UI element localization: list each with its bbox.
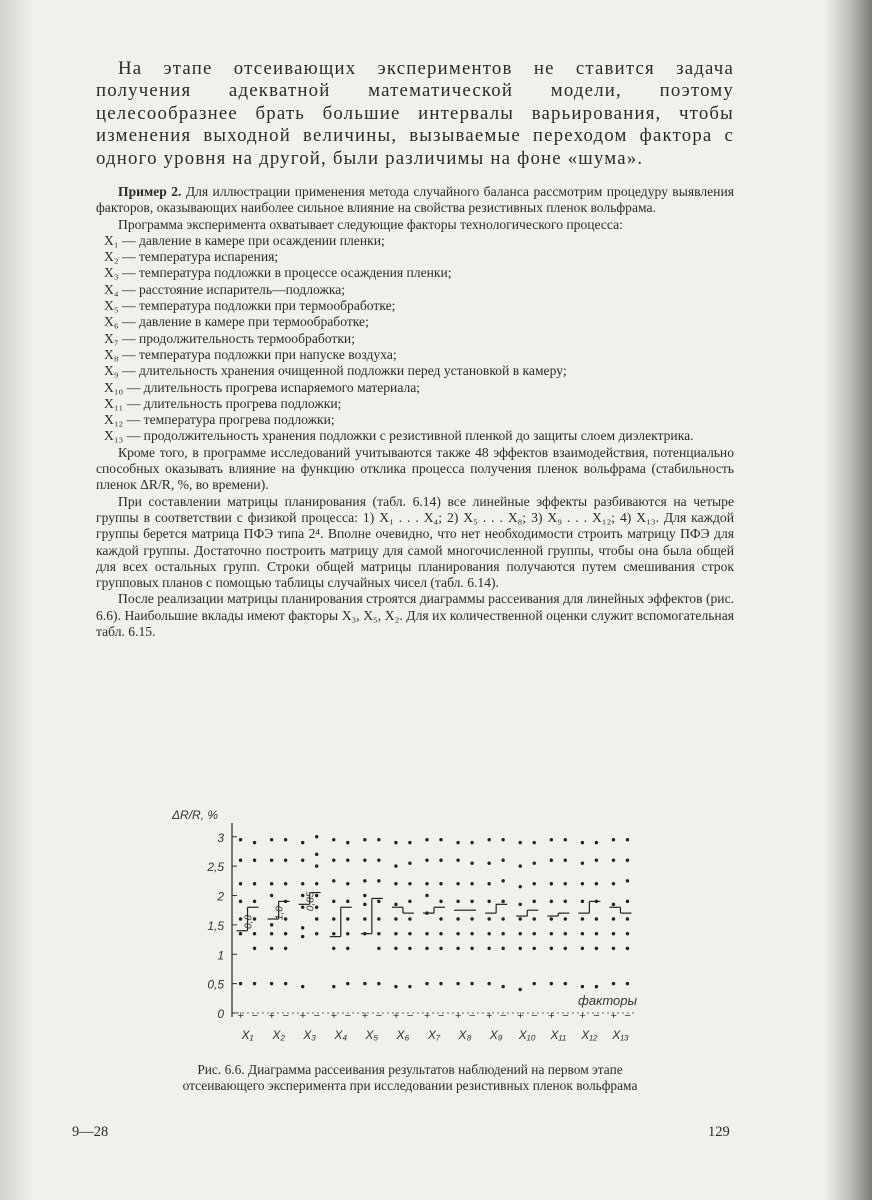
data-point <box>564 838 567 841</box>
data-point <box>408 985 411 988</box>
factor-7: X₇ — продолжительность термообработки; <box>104 330 355 346</box>
data-point <box>626 838 629 841</box>
level-plus-mark: + <box>299 1010 306 1022</box>
data-point <box>501 947 504 950</box>
data-point <box>377 947 380 950</box>
data-point <box>581 947 584 950</box>
difference-annotation: 1,0 <box>274 906 286 921</box>
data-point <box>346 859 349 862</box>
data-point <box>456 882 459 885</box>
intro-text <box>96 58 734 170</box>
data-point <box>363 903 366 906</box>
data-point <box>408 861 411 864</box>
data-point <box>533 882 536 885</box>
data-point <box>487 861 490 864</box>
data-point <box>519 988 522 991</box>
page-number: 129 <box>708 1124 730 1140</box>
data-point <box>550 838 553 841</box>
matrix-paragraph: При составлении матрицы планирования (табл. 6.14) все линейные эффекты разбиваются на четыре группы в соответствии с физикой процесса: 1) X₁ . . . X₄; 2) X₅ . . . X₈; 3) X₉ . . . X₁₂; 4) X₁₃. Для каждой группы берется матрица ПФЭ типа 2⁴. Вполне очевидно, что нет необходимости строить матрицу ПФЭ для каждой группы. Достаточно построить матрицу для самой многочисленной группы, чтобы она была общей для всех остальных групп. Строки общей матрицы планирования получаются путем смешивания строк групповых планов с помощью таблицы случайных чисел (табл. 6.14). <box>96 493 734 591</box>
data-point <box>377 917 380 920</box>
data-point <box>501 900 504 903</box>
data-point <box>284 838 287 841</box>
data-point <box>470 861 473 864</box>
data-point <box>533 917 536 920</box>
data-point <box>626 947 629 950</box>
data-point <box>519 864 522 867</box>
factor-3: X₃ — температура подложки в процессе осаждения пленки; <box>104 265 452 281</box>
data-point <box>332 985 335 988</box>
data-point <box>270 982 273 985</box>
example-paragraph <box>96 184 734 217</box>
data-point <box>270 859 273 862</box>
data-point <box>550 932 553 935</box>
data-point <box>394 903 397 906</box>
data-point <box>284 859 287 862</box>
y-tick-label: 1 <box>217 948 224 963</box>
data-point <box>456 841 459 844</box>
data-point <box>408 947 411 950</box>
data-point <box>626 982 629 985</box>
y-tick-label: 1,5 <box>207 918 224 933</box>
data-point <box>253 947 256 950</box>
data-point <box>533 861 536 864</box>
data-point <box>487 982 490 985</box>
data-point <box>239 917 242 920</box>
data-point <box>239 838 242 841</box>
data-point <box>363 859 366 862</box>
data-point <box>301 985 304 988</box>
data-point <box>439 947 442 950</box>
page-shadow-left <box>0 0 36 1200</box>
data-point <box>377 859 380 862</box>
data-point <box>346 917 349 920</box>
factor-5: X₅ — температура подложки при термообработке; <box>104 298 396 314</box>
data-point <box>301 935 304 938</box>
data-point <box>612 903 615 906</box>
difference-annotation: 0,8 <box>243 914 255 929</box>
data-point <box>253 841 256 844</box>
data-point <box>456 900 459 903</box>
data-point <box>487 947 490 950</box>
example-section <box>96 184 734 640</box>
data-point <box>284 882 287 885</box>
data-point <box>626 879 629 882</box>
example-text: Для иллюстрации применения метода случайного баланса рассмотрим процедуру выявления факторов, оказывающих наиболее сильное влияние на свойства резистивных пленок вольфрама. <box>96 184 734 216</box>
data-point <box>332 879 335 882</box>
data-point <box>394 917 397 920</box>
data-point <box>270 947 273 950</box>
data-point <box>439 932 442 935</box>
figure-caption: Рис. 6.6. Диаграмма рассеивания результатов наблюдений на первом этапе отсеивающего эксперимента при исследовании резистивных пленок вольфрама <box>182 1062 638 1093</box>
level-plus-mark: + <box>330 1010 337 1022</box>
data-point <box>612 982 615 985</box>
data-point <box>564 882 567 885</box>
data-point <box>612 917 615 920</box>
data-point <box>301 859 304 862</box>
data-point <box>425 947 428 950</box>
data-point <box>439 917 442 920</box>
data-point <box>270 894 273 897</box>
data-point <box>564 917 567 920</box>
factor-10: X₁₀ — длительность прогрева испаряемого материала; <box>104 379 421 395</box>
data-point <box>581 900 584 903</box>
data-point <box>270 923 273 926</box>
data-point <box>439 882 442 885</box>
data-point <box>595 947 598 950</box>
data-point <box>533 900 536 903</box>
y-tick-label: 2,5 <box>207 860 224 875</box>
data-point <box>581 985 584 988</box>
data-point <box>332 917 335 920</box>
data-point <box>501 917 504 920</box>
x-category-label: X₁₀ <box>518 1028 536 1042</box>
data-point <box>425 932 428 935</box>
data-point <box>470 982 473 985</box>
level-plus-mark: + <box>485 1010 493 1022</box>
y-tick-label: 2 <box>217 889 224 904</box>
x-axis-label: факторы <box>578 993 638 1008</box>
data-point <box>470 932 473 935</box>
example-label: Пример 2. <box>118 184 182 199</box>
y-tick-label: 3 <box>217 830 224 845</box>
x-category-label: X₅ <box>365 1028 379 1042</box>
level-plus-mark: + <box>392 1010 400 1022</box>
data-point <box>612 838 615 841</box>
data-point <box>564 932 567 935</box>
data-point <box>253 982 256 985</box>
x-category-label: X₆ <box>396 1028 410 1042</box>
level-minus-mark: − <box>375 1010 383 1022</box>
data-point <box>363 917 366 920</box>
level-minus-mark: − <box>593 1010 600 1022</box>
data-point <box>315 932 318 935</box>
level-plus-mark: + <box>361 1010 369 1022</box>
data-point <box>519 947 522 950</box>
data-point <box>239 859 242 862</box>
x-category-label: X₉ <box>489 1028 503 1042</box>
x-category-label: X₈ <box>458 1028 472 1042</box>
data-point <box>346 982 349 985</box>
data-point <box>332 900 335 903</box>
data-point <box>626 917 629 920</box>
data-point <box>394 864 397 867</box>
x-category-label: X₁₁ <box>550 1028 567 1042</box>
data-point <box>456 982 459 985</box>
data-point <box>501 879 504 882</box>
level-plus-mark: + <box>423 1010 431 1022</box>
level-minus-mark: − <box>344 1010 351 1022</box>
data-point <box>487 932 490 935</box>
data-point <box>487 900 490 903</box>
data-point <box>270 932 273 935</box>
data-point <box>346 882 349 885</box>
data-point <box>377 879 380 882</box>
data-point <box>456 947 459 950</box>
factor-13: X₁₃ — продолжительность хранения подложки с резистивной пленкой до защиты слоем диэлектрика. <box>104 428 694 444</box>
x-category-label: X₁ <box>241 1028 254 1042</box>
data-point <box>564 900 567 903</box>
signature-mark: 9—28 <box>72 1124 109 1140</box>
data-point <box>501 932 504 935</box>
data-point <box>363 894 366 897</box>
y-tick-label: 0 <box>217 1007 224 1021</box>
data-point <box>315 882 318 885</box>
x-category-label: X₄ <box>334 1028 348 1042</box>
data-point <box>439 859 442 862</box>
data-point <box>239 982 242 985</box>
data-point <box>487 882 490 885</box>
data-point <box>425 894 428 897</box>
data-point <box>394 882 397 885</box>
x-category-label: X₁₂ <box>581 1028 598 1042</box>
data-point <box>239 882 242 885</box>
data-point <box>270 882 273 885</box>
data-point <box>425 838 428 841</box>
data-point <box>533 841 536 844</box>
data-point <box>253 859 256 862</box>
data-point <box>595 932 598 935</box>
data-point <box>595 985 598 988</box>
data-point <box>626 932 629 935</box>
data-point <box>332 859 335 862</box>
data-point <box>581 917 584 920</box>
factor-1: X₁ — давление в камере при осаждении пленки; <box>104 232 385 248</box>
data-point <box>346 947 349 950</box>
data-point <box>315 835 318 838</box>
data-point <box>394 932 397 935</box>
data-point <box>519 841 522 844</box>
data-point <box>612 882 615 885</box>
data-point <box>253 882 256 885</box>
data-point <box>550 900 553 903</box>
scatter-diagram <box>160 795 660 1055</box>
level-plus-mark: + <box>454 1010 462 1022</box>
x-category-label: X₇ <box>427 1028 441 1042</box>
effects-paragraph: Кроме того, в программе исследований учитываются также 48 эффектов взаимодействия, потенциально способных оказывать влияние на функцию отклика процесса получения пленок вольфрама (стабильность пленок ΔR/R, %, во времени). <box>96 444 734 493</box>
level-minus-mark: − <box>531 1010 538 1022</box>
data-point <box>394 841 397 844</box>
data-point <box>377 932 380 935</box>
data-point <box>487 917 490 920</box>
data-point <box>595 882 598 885</box>
data-point <box>425 982 428 985</box>
data-point <box>332 947 335 950</box>
level-plus-mark: + <box>268 1010 275 1022</box>
data-point <box>301 841 304 844</box>
x-category-label: X₃ <box>303 1028 317 1042</box>
data-point <box>533 947 536 950</box>
data-point <box>363 838 366 841</box>
data-point <box>456 932 459 935</box>
data-point <box>253 900 256 903</box>
data-point <box>408 900 411 903</box>
data-point <box>284 982 287 985</box>
diagrams-paragraph: После реализации матрицы планирования строятся диаграммы рассеивания для линейных эффектов (рис. 6.6). Наибольшие вклады имеют факторы X₃, X₅, X₂. Для их количественной оценки служит вспомогательная табл. 6.15. <box>96 591 734 640</box>
level-plus-mark: + <box>517 1010 524 1022</box>
program-intro: Программа эксперимента охватывает следующие факторы технологического процесса: <box>118 216 623 232</box>
data-point <box>425 882 428 885</box>
factor-6: X₆ — давление в камере при термообработке; <box>104 314 369 330</box>
y-axis-label: ΔR/R, % <box>172 808 219 822</box>
factor-11: X₁₁ — длительность прогрева подложки; <box>104 395 342 411</box>
level-plus-mark: + <box>610 1010 617 1022</box>
data-point <box>408 841 411 844</box>
data-point <box>581 932 584 935</box>
data-point <box>425 859 428 862</box>
level-minus-mark: − <box>251 1010 258 1022</box>
level-minus-mark: − <box>406 1010 414 1022</box>
data-point <box>301 926 304 929</box>
data-point <box>612 859 615 862</box>
data-point <box>501 859 504 862</box>
data-point <box>470 917 473 920</box>
level-minus-mark: − <box>499 1010 507 1022</box>
data-point <box>253 932 256 935</box>
data-point <box>456 917 459 920</box>
data-point <box>363 879 366 882</box>
data-point <box>564 859 567 862</box>
data-point <box>315 864 318 867</box>
data-point <box>550 859 553 862</box>
data-point <box>564 947 567 950</box>
data-point <box>470 947 473 950</box>
data-point <box>439 982 442 985</box>
data-point <box>284 932 287 935</box>
level-minus-mark: − <box>468 1010 476 1022</box>
data-point <box>533 932 536 935</box>
factor-9: X₉ — длительность хранения очищенной подложки перед установкой в камеру; <box>104 363 567 379</box>
data-point <box>550 947 553 950</box>
data-point <box>533 982 536 985</box>
data-point <box>346 841 349 844</box>
data-point <box>519 903 522 906</box>
data-point <box>394 947 397 950</box>
data-point <box>332 932 335 935</box>
data-point <box>332 838 335 841</box>
data-point <box>284 947 287 950</box>
data-point <box>408 932 411 935</box>
data-point <box>626 859 629 862</box>
x-category-label: X₂ <box>272 1028 285 1042</box>
data-point <box>301 882 304 885</box>
page-shadow-right <box>824 0 872 1200</box>
level-plus-mark: + <box>579 1010 586 1022</box>
data-point <box>408 882 411 885</box>
data-point <box>519 885 522 888</box>
level-plus-mark: + <box>548 1010 555 1022</box>
scatter-diagram-svg <box>160 795 660 1055</box>
intro-paragraph: На этапе отсеивающих экспериментов не ставится задача получения адекватной математической модели, поэтому целесообразнее брать большие интервалы варьирования, чтобы изменения выходной величины, вызываемые переходом фактора с одного уровня на другой, были различимы на фоне «шума». <box>96 58 734 169</box>
data-point <box>363 982 366 985</box>
data-point <box>456 859 459 862</box>
data-point <box>377 838 380 841</box>
data-point <box>470 882 473 885</box>
factor-2: X₂ — температура испарения; <box>104 249 279 265</box>
data-point <box>581 841 584 844</box>
data-point <box>315 853 318 856</box>
level-minus-mark: − <box>562 1010 569 1022</box>
data-point <box>550 917 553 920</box>
data-point <box>595 841 598 844</box>
data-point <box>519 932 522 935</box>
difference-annotation: 0,85 <box>305 891 317 912</box>
data-point <box>550 882 553 885</box>
data-point <box>301 894 304 897</box>
data-point <box>315 917 318 920</box>
data-point <box>439 838 442 841</box>
data-point <box>346 900 349 903</box>
data-point <box>408 917 411 920</box>
level-minus-mark: − <box>624 1010 631 1022</box>
data-point <box>550 982 553 985</box>
data-point <box>439 900 442 903</box>
factor-12: X₁₂ — температура прогрева подложки; <box>104 412 335 428</box>
data-point <box>270 838 273 841</box>
data-point <box>377 900 380 903</box>
data-point <box>239 932 242 935</box>
level-plus-mark: + <box>237 1010 244 1022</box>
data-point <box>301 906 304 909</box>
data-point <box>470 841 473 844</box>
data-point <box>612 947 615 950</box>
data-point <box>612 932 615 935</box>
data-point <box>239 900 242 903</box>
data-point <box>501 838 504 841</box>
data-point <box>595 859 598 862</box>
data-point <box>346 932 349 935</box>
y-tick-label: 0,5 <box>207 977 224 992</box>
data-point <box>377 982 380 985</box>
x-category-label: X₁₃ <box>612 1028 629 1042</box>
data-point <box>394 985 397 988</box>
data-point <box>595 917 598 920</box>
data-point <box>470 900 473 903</box>
data-point <box>581 882 584 885</box>
level-minus-mark: − <box>313 1010 320 1022</box>
data-point <box>564 982 567 985</box>
data-point <box>626 900 629 903</box>
factor-8: X₈ — температура подложки при напуске воздуха; <box>104 346 397 362</box>
level-minus-mark: − <box>282 1010 289 1022</box>
factor-4: X₄ — расстояние испаритель—подложка; <box>104 281 346 297</box>
data-point <box>581 861 584 864</box>
data-point <box>501 985 504 988</box>
level-minus-mark: − <box>437 1010 445 1022</box>
data-point <box>519 917 522 920</box>
data-point <box>487 838 490 841</box>
